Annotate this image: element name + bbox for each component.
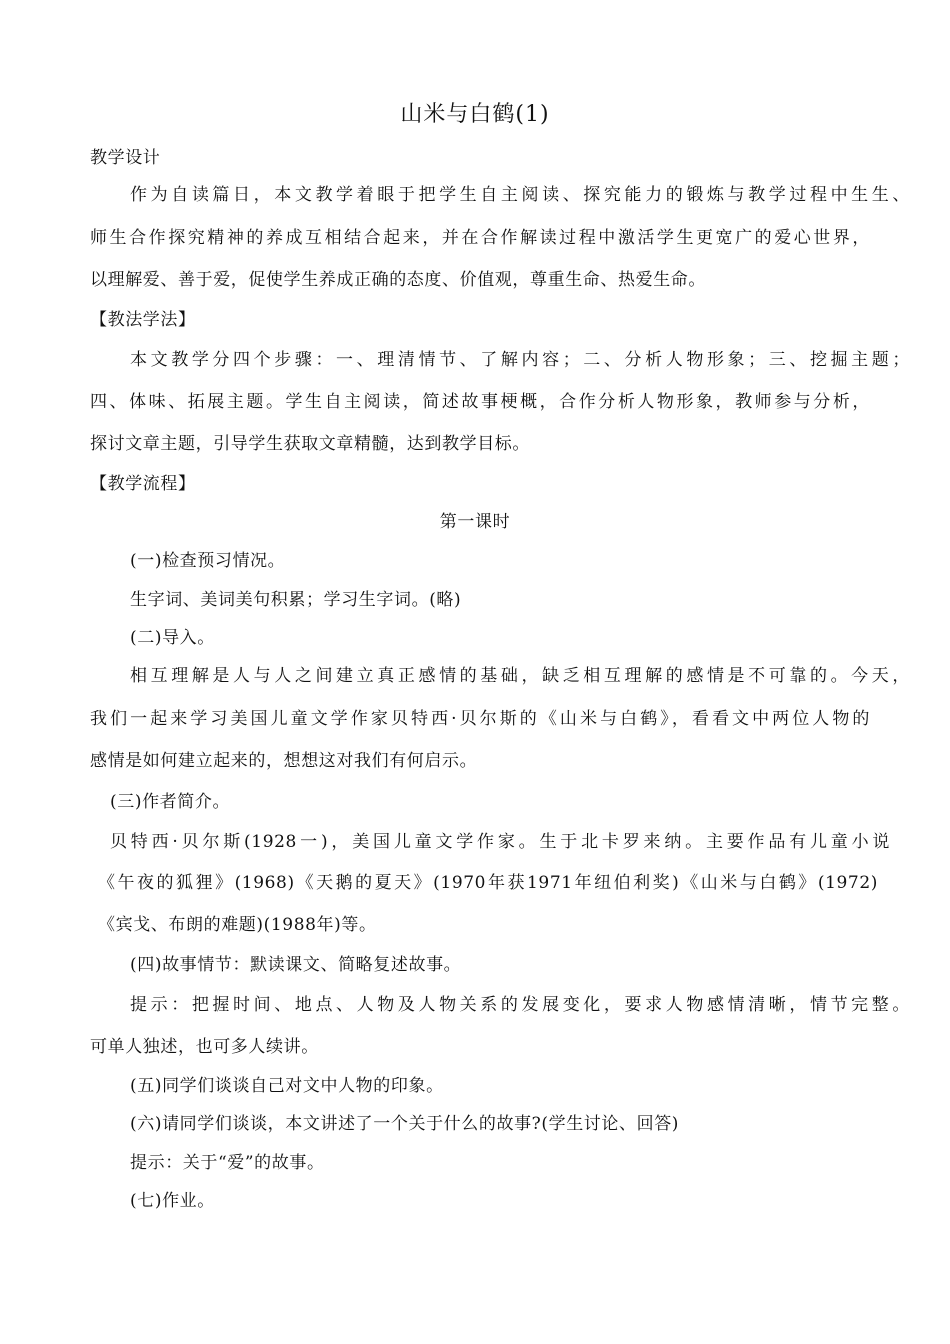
paragraph-line: 贝特西·贝尔斯(1928一)，美国儿童文学作家。生于北卡罗来纳。主要作品有儿童小说 [110,832,890,852]
paragraph-line: 探讨文章主题，引导学生获取文章精髓，达到教学目标。 [90,434,530,454]
paragraph-line: 提示：关于“爱”的故事。 [130,1153,325,1173]
paragraph-line: 我们一起来学习美国儿童文学作家贝特西·贝尔斯的《山米与白鹤》，看看文中两位人物的 [90,709,870,729]
paragraph-line: 提示：把握时间、地点、人物及人物关系的发展变化，要求人物感情清晰，情节完整。 [130,995,910,1015]
paragraph-line: 相互理解是人与人之间建立真正感情的基础，缺乏相互理解的感情是不可靠的。今天， [130,666,910,686]
paragraph-line: 师生合作探究精神的养成互相结合起来，并在合作解读过程中激活学生更宽广的爱心世界， [90,228,870,248]
step-heading: (六)请同学们谈谈，本文讲述了一个关于什么的故事?(学生讨论、回答) [130,1114,680,1134]
paragraph-line: 本文教学分四个步骤：一、理清情节、了解内容；二、分析人物形象；三、挖掘主题； [130,350,910,370]
step-heading: (二)导入。 [130,628,215,648]
lesson-heading: 第一课时 [439,512,511,532]
document-title: 山米与白鹤(1) [400,102,550,127]
step-heading: (五)同学们谈谈自己对文中人物的印象。 [130,1076,444,1096]
paragraph-line: 四、体味、拓展主题。学生自主阅读，简述故事梗概，合作分析人物形象，教师参与分析， [90,392,870,412]
paragraph-line: 可单人独述，也可多人续讲。 [90,1037,319,1057]
step-heading: (三)作者简介。 [110,792,231,812]
paragraph-line: 《午夜的狐狸》(1968)《天鹅的夏天》(1970年获1971年纽伯利奖)《山米与白鹤》(1972) [98,873,878,893]
paragraph-line: 作为自读篇日，本文教学着眼于把学生自主阅读、探究能力的锻炼与教学过程中生生、 [130,185,910,205]
section-heading-methods: 【教法学法】 [90,310,196,330]
paragraph-line: 《宾戈、布朗的难题)(1988年)等。 [98,915,377,935]
section-heading-teaching-design: 教学设计 [90,148,161,168]
paragraph-line: 以理解爱、善于爱，促使学生养成正确的态度、价值观，尊重生命、热爱生命。 [90,270,706,290]
section-heading-process: 【教学流程】 [90,474,196,494]
step-heading: (一)检查预习情况。 [130,551,286,571]
step-heading: (七)作业。 [130,1191,215,1211]
paragraph-line: 生字词、美词美句积累；学习生字词。(略) [130,590,462,610]
paragraph-line: 感情是如何建立起来的，想想这对我们有何启示。 [90,751,478,771]
step-heading: (四)故事情节：默读课文、简略复述故事。 [130,955,462,975]
